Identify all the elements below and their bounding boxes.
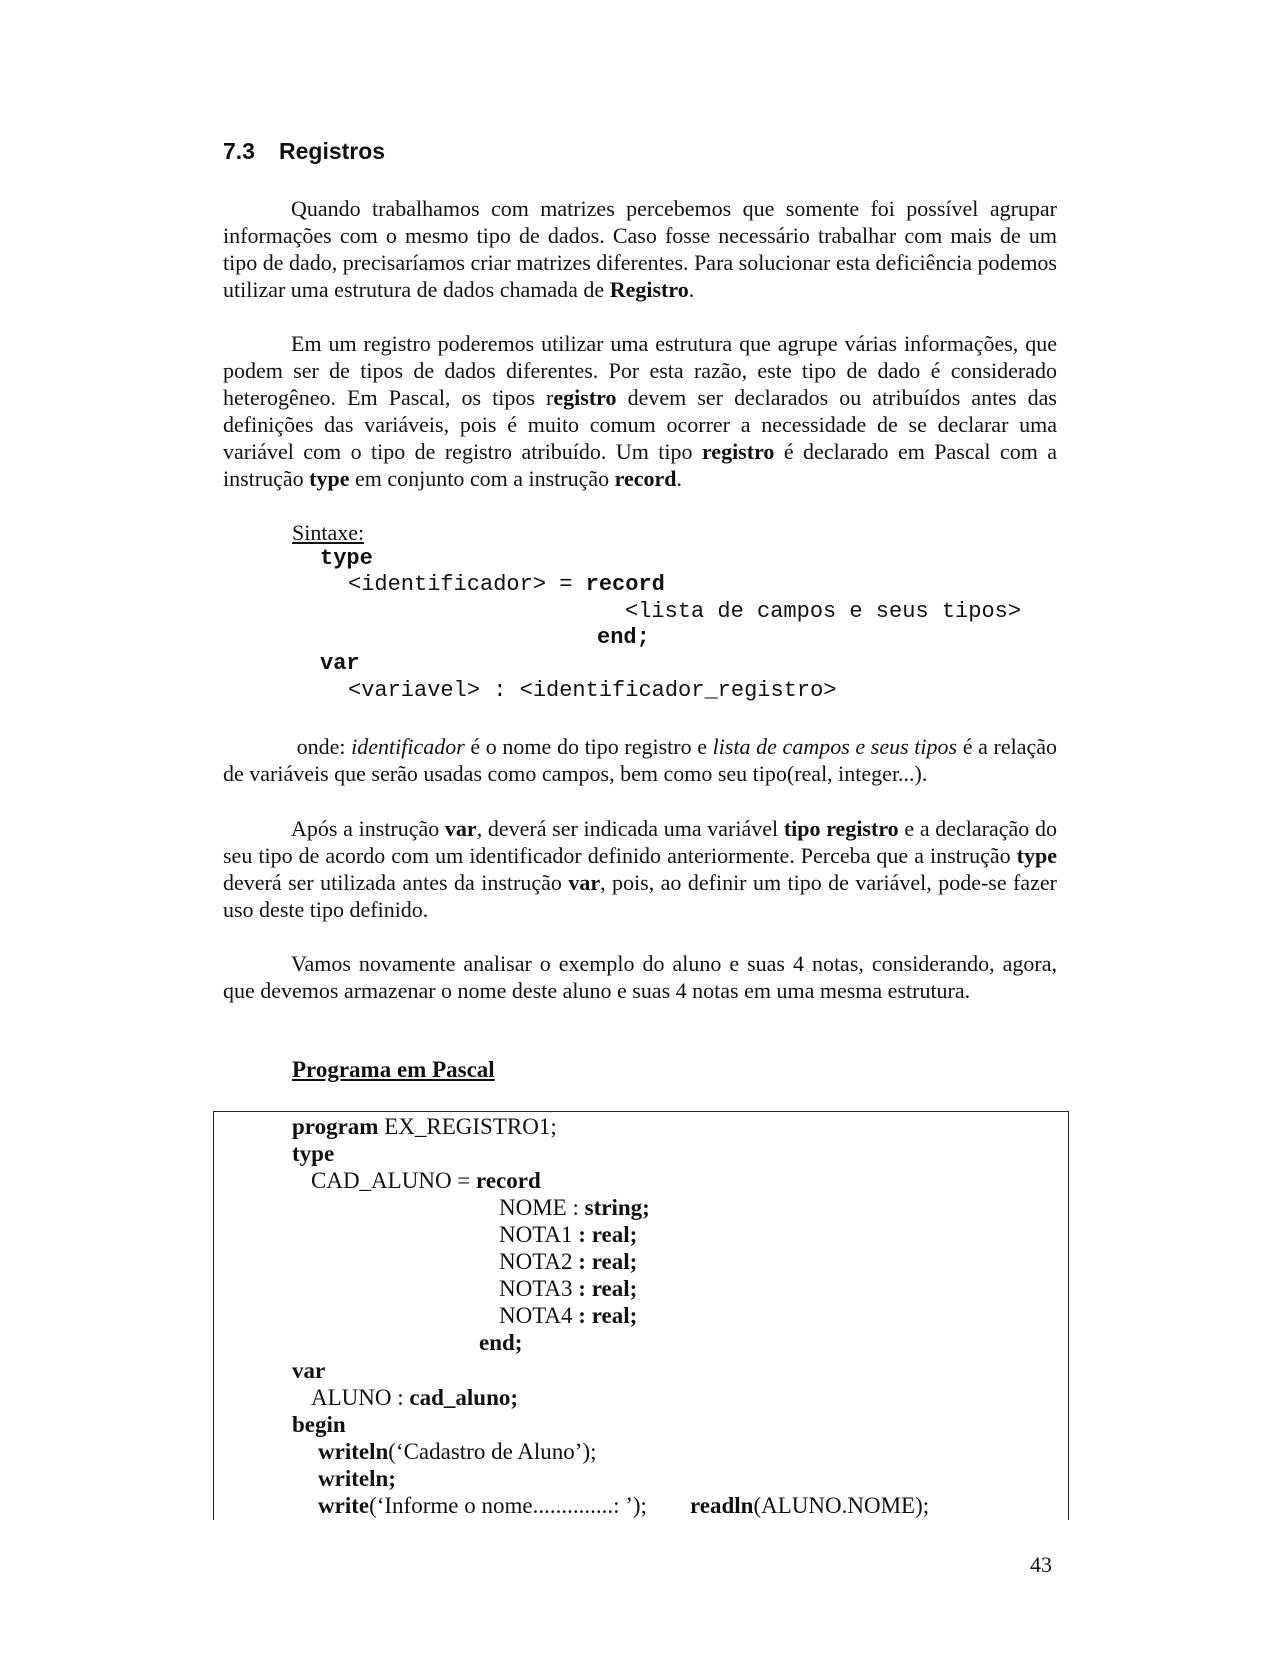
syntax-end-keyword: end; bbox=[597, 625, 650, 650]
program-line-12: begin bbox=[292, 1412, 346, 1437]
page-number: 43 bbox=[1030, 1552, 1052, 1577]
paragraph-2: Em um registro poderemos utilizar uma estrutura que agrupe várias informações, que podem ser de tipos de dados diferentes. Por esta razão, este tipo de dado é considerado heterogêneo. Em Pascal, os tipos registro devem ser declarados ou atribuídos antes das definições das variáveis, pois é muito comum ocorrer a necessidade de se declarar uma variável com o tipo de registro atribuído. Um tipo registro é declarado em Pascal com a instrução type em conjunto com a instrução record. bbox=[223, 331, 1057, 491]
section-title: Registros bbox=[279, 138, 386, 164]
section-number: 7.3 bbox=[223, 138, 255, 164]
program-line-1: program EX_REGISTRO1; bbox=[292, 1114, 557, 1139]
syntax-type-keyword: type bbox=[320, 546, 373, 571]
paragraph-4: Após a instrução var, deverá ser indicada uma variável tipo registro e a declaração do seu tipo de acordo com um identificador definido anteriormente. Perceba que a instrução type deverá ser utilizada antes da instrução var, pois, ao definir um tipo de variável, pode-se fazer uso deste tipo definido. bbox=[223, 816, 1057, 922]
syntax-variable-line: <variavel> : <identificador_registro> bbox=[348, 678, 837, 703]
syntax-label: Sintaxe: bbox=[292, 520, 365, 545]
program-line-5: NOTA1 : real; bbox=[499, 1222, 638, 1247]
program-line-14: writeln; bbox=[318, 1466, 396, 1491]
program-line-9: end; bbox=[479, 1330, 523, 1355]
syntax-identifier-line: <identificador> = record bbox=[348, 572, 665, 597]
program-line-8: NOTA4 : real; bbox=[499, 1303, 638, 1328]
program-line-6: NOTA2 : real; bbox=[499, 1249, 638, 1274]
program-line-3: CAD_ALUNO = record bbox=[311, 1168, 541, 1193]
paragraph-5: Vamos novamente analisar o exemplo do aluno e suas 4 notas, considerando, agora, que devemos armazenar o nome deste aluno e suas 4 notas em uma mesma estrutura. bbox=[223, 951, 1057, 1003]
program-line-7: NOTA3 : real; bbox=[499, 1276, 638, 1301]
program-line-11: ALUNO : cad_aluno; bbox=[311, 1385, 519, 1410]
program-heading: Programa em Pascal bbox=[292, 1057, 495, 1082]
program-line-15: write(‘Informe o nome..............: ’); bbox=[318, 1493, 647, 1518]
program-line-13: writeln(‘Cadastro de Aluno’); bbox=[318, 1439, 597, 1464]
syntax-fields-line: <lista de campos e seus tipos> bbox=[625, 599, 1022, 624]
program-line-15-readln: readln(ALUNO.NOME); bbox=[690, 1493, 930, 1518]
program-line-10: var bbox=[292, 1358, 326, 1383]
program-line-4: NOME : string; bbox=[499, 1195, 650, 1220]
paragraph-1: Quando trabalhamos com matrizes percebemos que somente foi possível agrupar informações com o mesmo tipo de dados. Caso fosse necessário trabalhar com mais de um tipo de dado, precisaríamos criar matrizes diferentes. Para solucionar esta deficiência podemos utilizar uma estrutura de dados chamada de Registro. bbox=[223, 196, 1057, 302]
paragraph-3: onde: identificador é o nome do tipo registro e lista de campos e seus tipos é a relação de variáveis que serão usadas como campos, bem como seu tipo(real, integer...). bbox=[223, 734, 1057, 786]
section-heading bbox=[223, 138, 385, 165]
program-line-2: type bbox=[292, 1141, 335, 1166]
syntax-var-keyword: var bbox=[320, 651, 360, 676]
